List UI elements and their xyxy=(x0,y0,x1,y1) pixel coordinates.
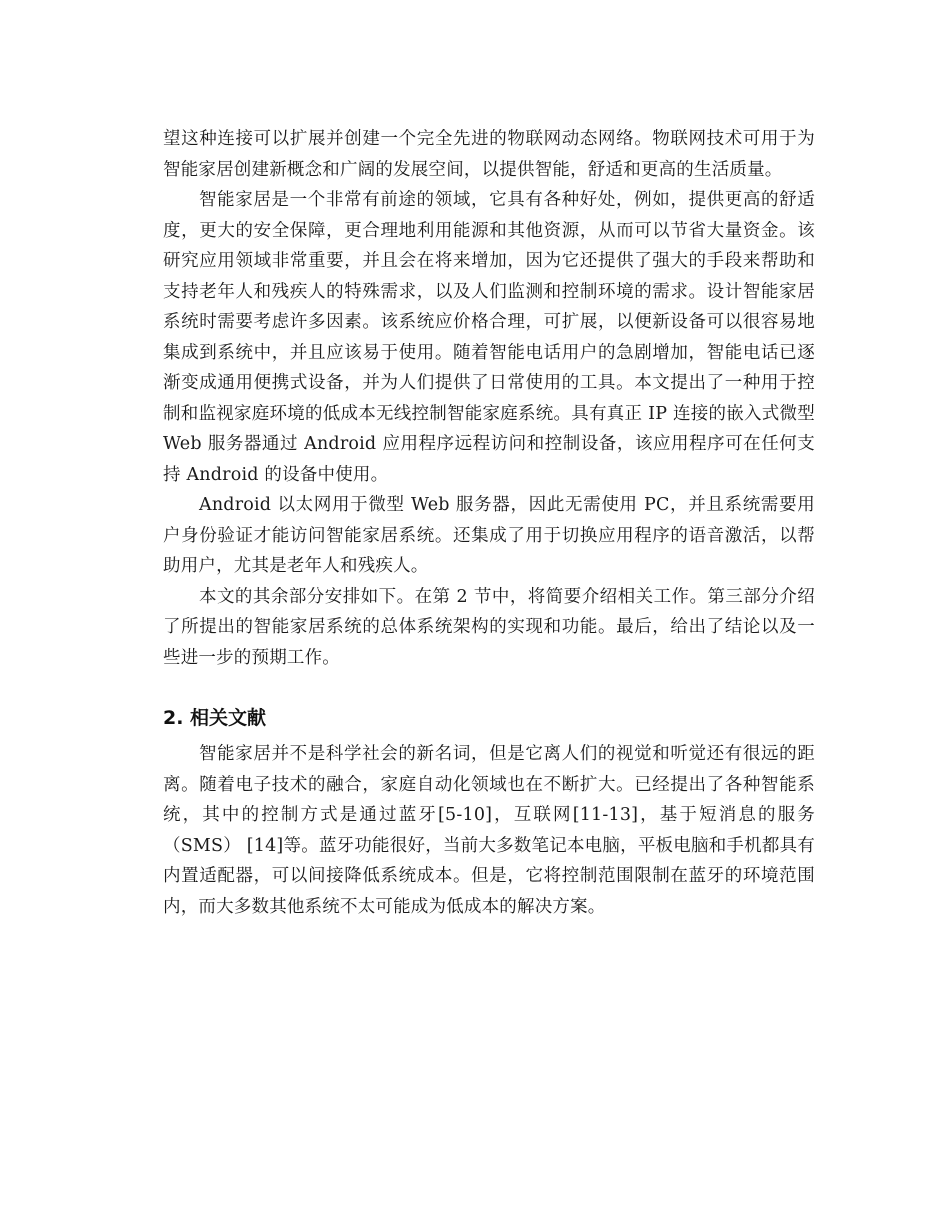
body-paragraph: Android 以太网用于微型 Web 服务器，因此无需使用 PC，并且系统需要用户身份验证才能访问智能家居系统。还集成了用于切换应用程序的语音激活，以帮助用户，尤其是老年人和残疾人。 xyxy=(163,495,815,576)
body-paragraph: 本文的其余部分安排如下。在第 2 节中，将简要介绍相关工作。第三部分介绍了所提出的智能家居系统的总体系统架构的实现和功能。最后，给出了结论以及一些进一步的预期工作。 xyxy=(163,586,815,668)
document-page xyxy=(163,124,815,922)
body-paragraph: 智能家居并不是科学社会的新名词，但是它离人们的视觉和听觉还有很远的距离。随着电子技术的融合，家庭自动化领域也在不断扩大。已经提出了各种智能系统，其中的控制方式是通过蓝牙[5-10]，互联网[11-13]，基于短消息的服务（SMS） [14]等。蓝牙功能很好，当前大多数笔记本电脑，平板电脑和手机都具有内置适配器，可以间接降低系统成本。但是，它将控制范围限制在蓝牙的环境范围内，而大多数其他系统不太可能成为低成本的解决方案。 xyxy=(163,744,815,917)
section-heading: 2. 相关文献 xyxy=(163,707,267,729)
body-paragraph: 望这种连接可以扩展并创建一个完全先进的物联网动态网络。物联网技术可用于为智能家居创建新概念和广阔的发展空间，以提供智能，舒适和更高的生活质量。 xyxy=(163,129,815,180)
body-paragraph: 智能家居是一个非常有前途的领域，它具有各种好处，例如，提供更高的舒适度，更大的安全保障，更合理地利用能源和其他资源，从而可以节省大量资金。该研究应用领域非常重要，并且会在将来增加，因为它还提供了强大的手段来帮助和支持老年人和残疾人的特殊需求，以及人们监测和控制环境的需求。设计智能家居系统时需要考虑许多因素。该系统应价格合理，可扩展，以便新设备可以很容易地集成到系统中，并且应该易于使用。随着智能电话用户的急剧增加，智能电话已逐渐变成通用便携式设备，并为人们提供了日常使用的工具。本文提出了一种用于控制和监视家庭环境的低成本无线控制智能家庭系统。具有真正 IP 连接的嵌入式微型 Web 服务器通过 Android 应用程序远程访问和控制设备，该应用程序可在任何支持 Android 的设备中使用。 xyxy=(163,190,815,485)
